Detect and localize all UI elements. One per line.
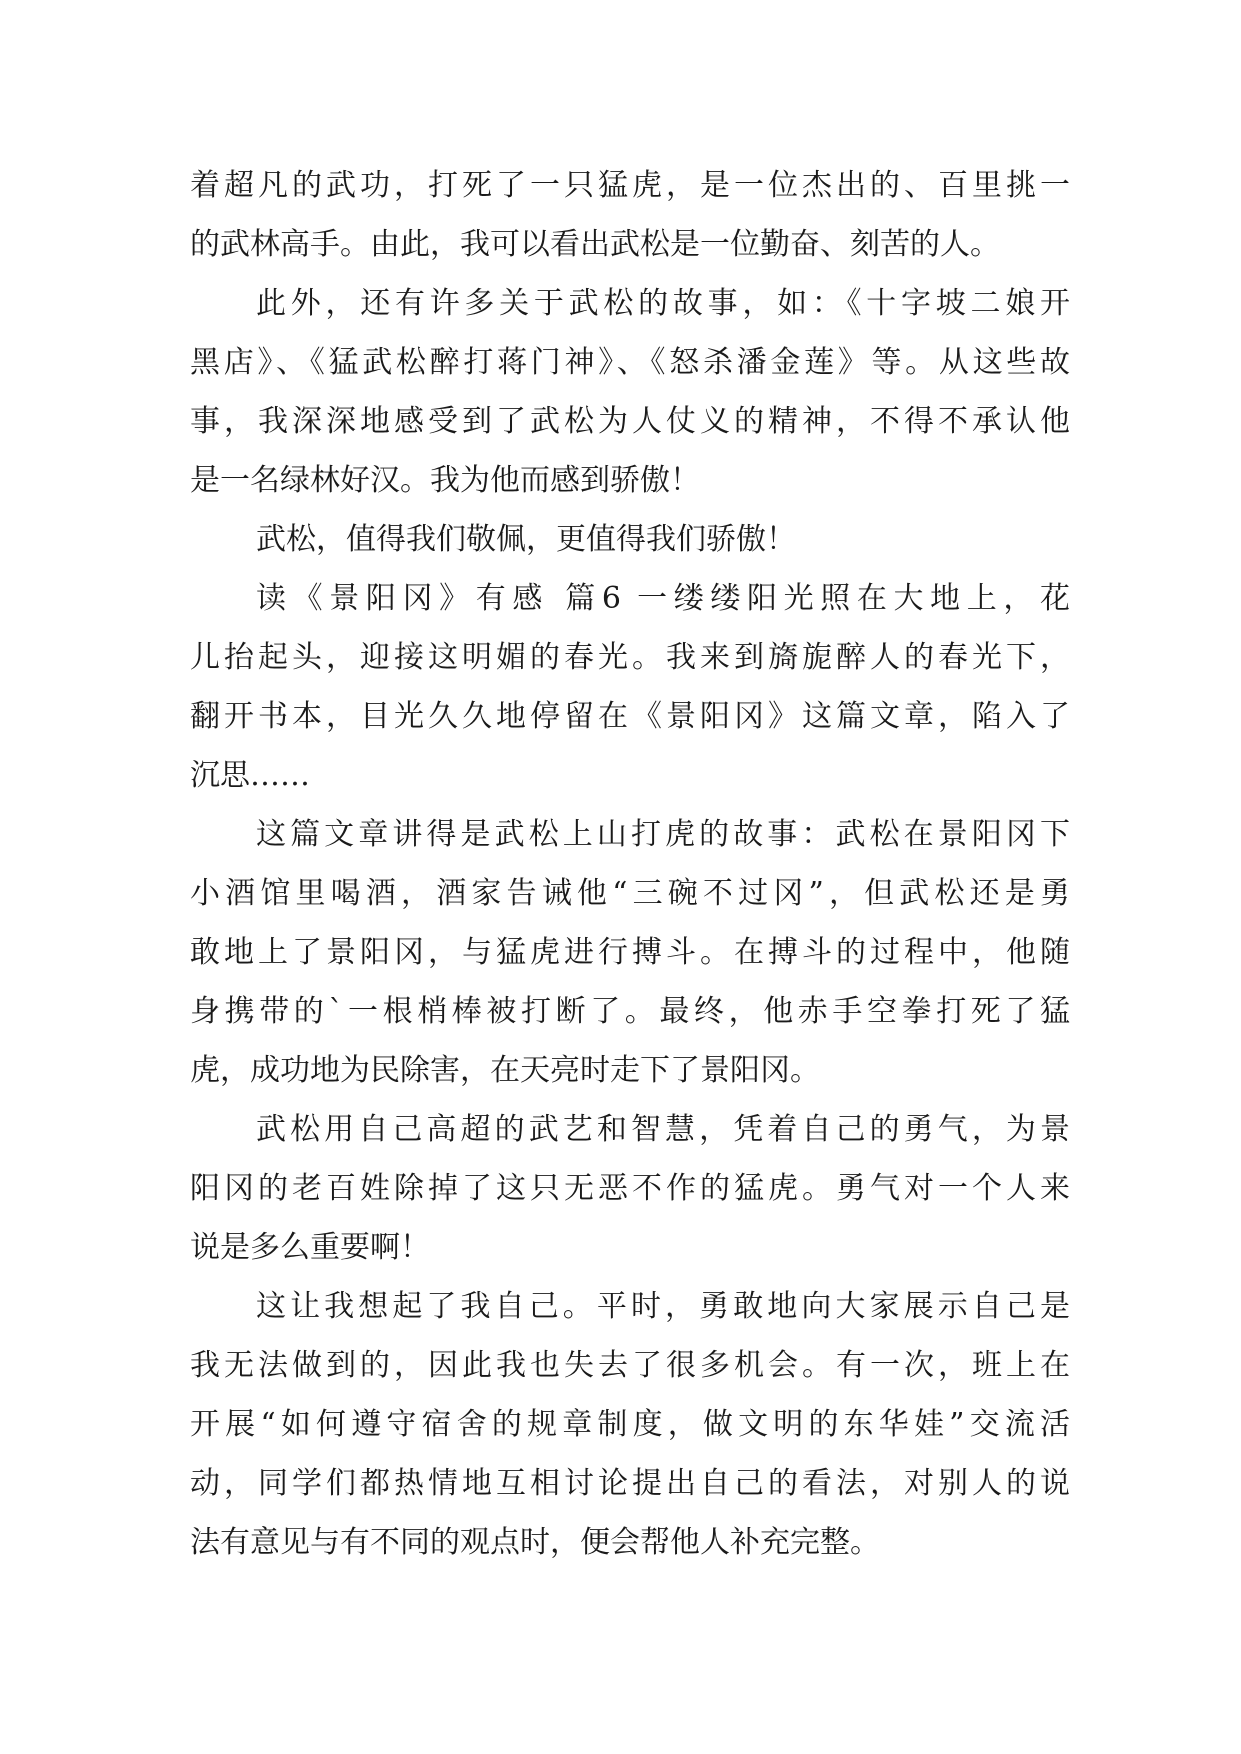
text-line: 这篇文章讲得是武松上山打虎的故事：武松在景阳冈下	[256, 817, 1070, 852]
paragraph-article-6-heading	[190, 569, 1070, 805]
text-line: 翻开书本，目光久久地停留在《景阳冈》这篇文章，陷入了	[190, 699, 1070, 734]
text-line: 儿抬起头，迎接这明媚的春光。我来到旖旎醉人的春光下，	[190, 640, 1070, 675]
text-line: 读《景阳冈》有感 篇6 一缕缕阳光照在大地上，花	[256, 581, 1070, 616]
text-line: 武松，值得我们敬佩，更值得我们骄傲！	[256, 522, 796, 557]
text-line: 武松用自己高超的武艺和智慧，凭着自己的勇气，为景	[256, 1112, 1070, 1147]
text-line: 开展“如何遵守宿舍的规章制度，做文明的东华娃”交流活	[190, 1407, 1070, 1442]
text-line: 这让我想起了我自己。平时，勇敢地向大家展示自己是	[256, 1289, 1070, 1324]
text-line: 敢地上了景阳冈，与猛虎进行搏斗。在搏斗的过程中，他随	[190, 935, 1070, 970]
text-line: 我无法做到的，因此我也失去了很多机会。有一次，班上在	[190, 1348, 1070, 1383]
text-line: 沉思……	[190, 758, 310, 793]
paragraph-courage	[190, 1100, 1070, 1277]
text-line: 阳冈的老百姓除掉了这只无恶不作的猛虎。勇气对一个人来	[190, 1171, 1070, 1206]
text-line: 说是多么重要啊！	[190, 1230, 430, 1265]
text-line: 动，同学们都热情地互相讨论提出自己的看法，对别人的说	[190, 1466, 1070, 1501]
text-line: 此外，还有许多关于武松的故事，如：《十字坡二娘开	[256, 286, 1070, 321]
paragraph-admiration	[190, 510, 1070, 569]
text-line: 是一名绿林好汉。我为他而感到骄傲！	[190, 463, 700, 498]
paragraph-story-summary	[190, 805, 1070, 1100]
text-line: 的武林高手。由此，我可以看出武松是一位勤奋、刻苦的人。	[190, 227, 1000, 262]
paragraph-continuation	[190, 156, 1070, 274]
text-line: 身携带的`一根梢棒被打断了。最终，他赤手空拳打死了猛	[190, 994, 1070, 1029]
text-line: 黑店》、《猛武松醉打蒋门神》、《怒杀潘金莲》等。从这些故	[190, 345, 1070, 380]
text-line: 法有意见与有不同的观点时，便会帮他人补充完整。	[190, 1525, 880, 1560]
text-line: 着超凡的武功，打死了一只猛虎，是一位杰出的、百里挑一	[190, 168, 1070, 203]
document-body	[190, 156, 1070, 1572]
paragraph-other-stories	[190, 274, 1070, 510]
text-line: 事，我深深地感受到了武松为人仗义的精神，不得不承认他	[190, 404, 1070, 439]
paragraph-self-reflection	[190, 1277, 1070, 1572]
text-line: 小酒馆里喝酒，酒家告诫他“三碗不过冈”，但武松还是勇	[190, 876, 1070, 911]
text-line: 虎，成功地为民除害，在天亮时走下了景阳冈。	[190, 1053, 820, 1088]
